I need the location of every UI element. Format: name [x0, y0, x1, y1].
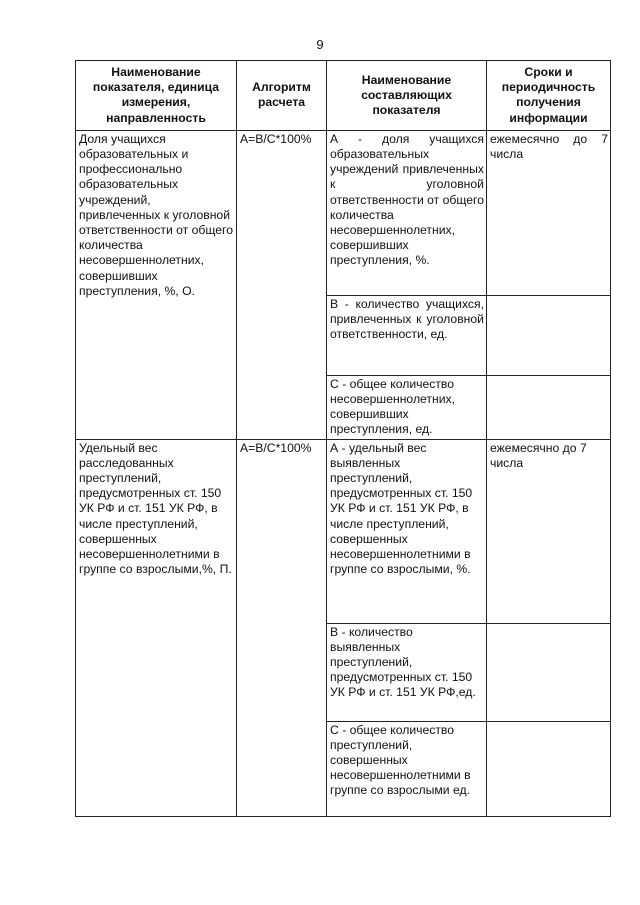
- header-periodicity: Сроки и периодичность получения информации: [487, 61, 611, 131]
- algorithm-cell: А=В/С*100%: [237, 130, 327, 439]
- period-cell: [487, 375, 611, 439]
- header-components: Наименование составляющих показателя: [327, 61, 487, 131]
- header-indicator-name: Наименование показателя, единица измерения, направленность: [76, 61, 237, 131]
- algorithm-cell: А=В/С*100%: [237, 439, 327, 816]
- period-cell: [487, 721, 611, 816]
- period-cell: ежемесячно до 7 числа: [487, 439, 611, 623]
- indicators-table: [75, 60, 611, 817]
- period-cell: [487, 623, 611, 721]
- table-header-row: [76, 61, 611, 131]
- header-algorithm: Алгоритм расчета: [237, 61, 327, 131]
- component-cell: В - количество учащихся, привлеченных к уголовной ответственности, ед.: [327, 295, 487, 375]
- table-row: [76, 130, 611, 295]
- component-cell: С - общее количество несовершеннолетних, совершивших преступления, ед.: [327, 375, 487, 439]
- indicator-cell: Удельный вес расследованных преступлений, предусмотренных ст. 150 УК РФ и ст. 151 УК РФ, в числе преступлений, совершенных несовершеннолетними в группе со взрослыми,%, П.: [76, 439, 237, 816]
- component-cell: А - доля учащихся образовательных учреждений привлеченных к уголовной ответственности от общего количества несовершеннолетних, совершивших преступления, %.: [327, 130, 487, 295]
- period-cell: ежемесячно до 7 числа: [487, 130, 611, 295]
- component-cell: А - удельный вес выявленных преступлений, предусмотренных ст. 150 УК РФ и ст. 151 УК РФ, в числе преступлений, совершенных несовершеннолетними в группе со взрослыми, %.: [327, 439, 487, 623]
- indicator-cell: Доля учащихся образовательных и профессионально образовательных учреждений, привлеченных к уголовной ответственности от общего количества несовершеннолетних, совершивших преступления, %, О.: [76, 130, 237, 439]
- component-cell: С - общее количество преступлений, совершенных несовершеннолетними в группе со взрослыми ед.: [327, 721, 487, 816]
- component-cell: В - количество выявленных преступлений, предусмотренных ст. 150 УК РФ и ст. 151 УК РФ,ед.: [327, 623, 487, 721]
- table-row: [76, 439, 611, 623]
- period-cell: [487, 295, 611, 375]
- page-number: 9: [316, 37, 324, 52]
